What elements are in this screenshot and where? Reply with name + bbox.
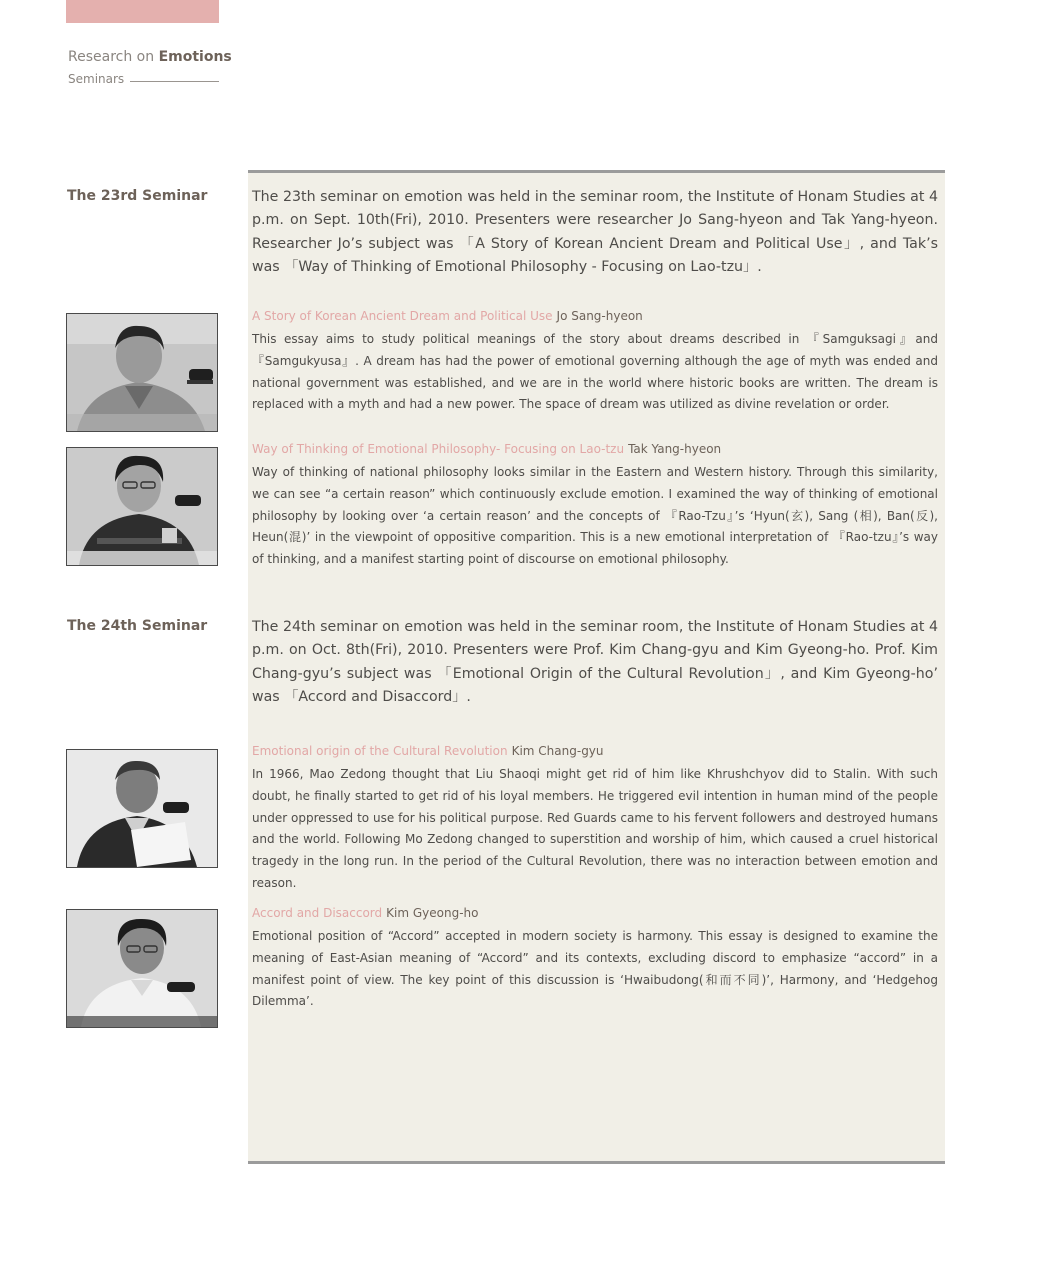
paper-title: Accord and Disaccord [252, 906, 383, 920]
paper-title: A Story of Korean Ancient Dream and Political Use [252, 309, 553, 323]
presenter-photo-kim-gyeong-ho [66, 909, 218, 1028]
paper-author: Jo Sang-hyeon [556, 309, 643, 323]
paper-item [252, 441, 938, 571]
section-title-prefix: Research on [68, 49, 155, 65]
presenter-photo-kim-chang-gyu [66, 749, 218, 868]
paper-title: Emotional origin of the Cultural Revolution [252, 744, 508, 758]
subtitle-divider [130, 81, 219, 82]
paper-item [252, 743, 938, 895]
paper-author: Kim Chang-gyu [511, 744, 604, 758]
section-title-strong: Emotions [158, 49, 232, 65]
header-accent-bar [66, 0, 219, 23]
paper-abstract: Way of thinking of national philosophy looks similar in the Eastern and Western history. Through this similarity, we can see “a certain reason” which continuously exclude emotion. I examined the way of thinking of emotional philosophy by looking over ‘a certain reason’ and the concepts of 『Rao-Tzu』’s ‘Hyun(玄), Sang (相), Ban(反), Heun(混)’ in the viewpoint of oppositive comparition. This is a new emotional interpretation of 『Rao-tzu』’s way of thinking, and a manifest starting point of discourse on emotional philosophy. [252, 465, 938, 567]
presenter-photo-jo-sang-hyeon [66, 313, 218, 432]
section-subtitle [68, 72, 219, 86]
paper-author: Tak Yang-hyeon [628, 442, 722, 456]
seminar-23-label: The 23rd Seminar [67, 188, 208, 204]
paper-abstract: This essay aims to study political meanings of the story about dreams described in 『Samguksagi』and 『Samgukyusa』. A dream has had the power of emotional governing although the age of myth was ended and national government was established, and we are in the world where historic books are written. The dream is replaced with a myth and had a new power. The space of dream was utilized as divine revelation or order. [252, 332, 938, 412]
presenter-photo-tak-yang-hyeon [66, 447, 218, 566]
seminar-24-label: The 24th Seminar [67, 618, 208, 634]
seminar-24-intro: The 24th seminar on emotion was held in the seminar room, the Institute of Honam Studies at 4 p.m. on Oct. 8th(Fri), 2010. Presenters were Prof. Kim Chang-gyu and Kim Gyeong-ho. Prof. Kim Chang-gyu’s subject was 「Emotional Origin of the Cultural Revolution」, and Kim Gyeong-ho’ was 「Accord and Disaccord」. [252, 619, 938, 705]
paper-item [252, 905, 938, 1013]
section-title [68, 49, 232, 65]
paper-item [252, 308, 938, 416]
section-subtitle-text: Seminars [68, 72, 125, 86]
paper-author: Kim Gyeong-ho [386, 906, 479, 920]
seminar-23-intro: The 23th seminar on emotion was held in the seminar room, the Institute of Honam Studies at 4 p.m. on Sept. 10th(Fri), 2010. Presenters were researcher Jo Sang-hyeon and Tak Yang-hyeon. Researcher Jo’s subject was 「A Story of Korean Ancient Dream and Political Use」, and Tak’s was 「Way of Thinking of Emotional Philosophy - Focusing on Lao-tzu」. [252, 189, 938, 275]
paper-abstract: Emotional position of “Accord” accepted in modern society is harmony. This essay is designed to examine the meaning of East-Asian meaning of “Accord” and its contexts, excluding discord to emphasize “accord” in a manifest point of view. The key point of this discussion is ‘Hwaibudong(和而不同)’, Harmony, and ‘Hedgehog Dilemma’. [252, 929, 938, 1009]
paper-abstract: In 1966, Mao Zedong thought that Liu Shaoqi might get rid of him like Khrushchyov did to Stalin. With such doubt, he finally started to get rid of his loyal members. He triggered evil intention in human mind of the people under oppressed to use for his political purpose. Red Guards came to his fervent followers and destroyed humans and the world. Following Mo Zedong changed to superstition and worship of him, which caused a cruel historical tragedy in the long run. In the period of the Cultural Revolution, there was no interaction between emotion and reason. [252, 767, 938, 890]
paper-title: Way of Thinking of Emotional Philosophy- Focusing on Lao-tzu [252, 442, 625, 456]
